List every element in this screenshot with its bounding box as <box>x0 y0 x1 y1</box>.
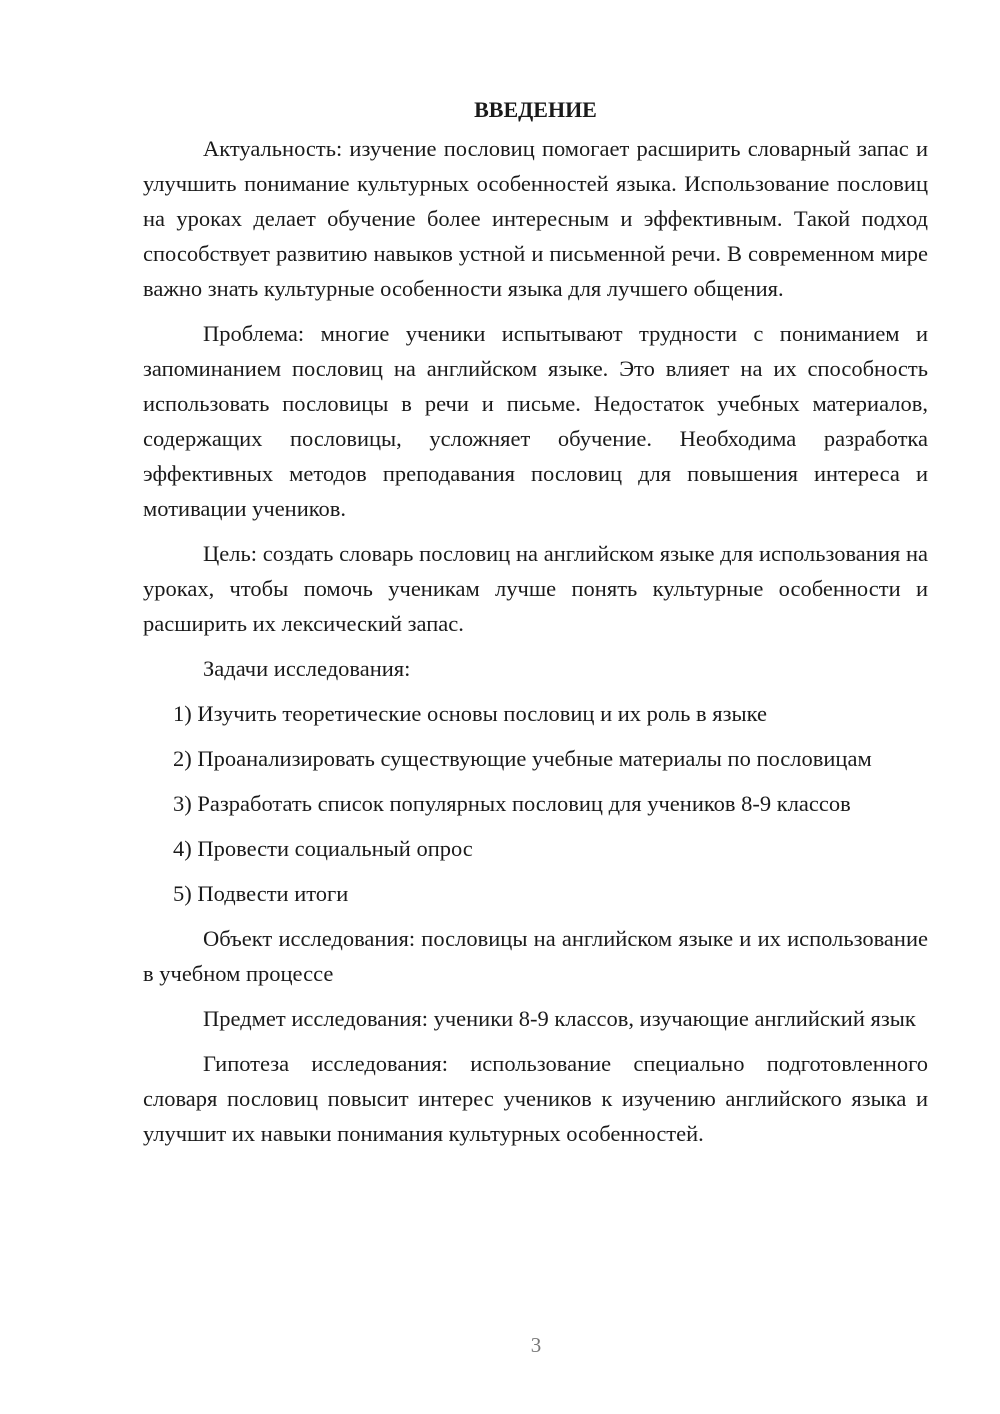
task-item-5: 5) Подвести итоги <box>173 881 349 906</box>
page-number: 3 <box>530 1333 542 1357</box>
task-item-4: 4) Провести социальный опрос <box>173 836 473 861</box>
task-item-3: 3) Разработать список популярных пословиц для учеников 8-9 классов <box>173 791 851 816</box>
paragraph-object: Объект исследования: пословицы на английском языке и их использование в учебном процессе <box>143 926 928 986</box>
task-item-2: 2) Проанализировать существующие учебные материалы по пословицам <box>173 746 872 771</box>
section-title: ВВЕДЕНИЕ <box>474 97 597 122</box>
paragraph-subject: Предмет исследования: ученики 8-9 классов, изучающие английский язык <box>203 1006 916 1031</box>
document-body <box>143 92 928 1161</box>
task-item-1: 1) Изучить теоретические основы пословиц и их роль в языке <box>173 701 767 726</box>
paragraph-relevance: Актуальность: изучение пословиц помогает расширить словарный запас и улучшить понимание культурных особенностей языка. Использование пословиц на уроках делает обучение более интересным и эффективным. Такой подход способствует развитию навыков устной и письменной речи. В современном мире важно знать культурные особенности языка для лучшего общения. <box>143 136 928 301</box>
paragraph-problem: Проблема: многие ученики испытывают трудности с пониманием и запоминанием пословиц на английском языке. Это влияет на их способность использовать пословицы в речи и письме. Недостаток учебных материалов, содержащих пословицы, усложняет обучение. Необходима разработка эффективных методов преподавания пословиц для повышения интереса и мотивации учеников. <box>143 321 928 521</box>
paragraph-goal: Цель: создать словарь пословиц на английском языке для использования на уроках, чтобы помочь ученикам лучше понять культурные особенности и расширить их лексический запас. <box>143 541 928 636</box>
paragraph-hypothesis: Гипотеза исследования: использование специально подготовленного словаря пословиц повысит интерес учеников к изучению английского языка и улучшит их навыки понимания культурных особенностей. <box>143 1051 928 1146</box>
paragraph-tasks-heading: Задачи исследования: <box>203 656 411 681</box>
